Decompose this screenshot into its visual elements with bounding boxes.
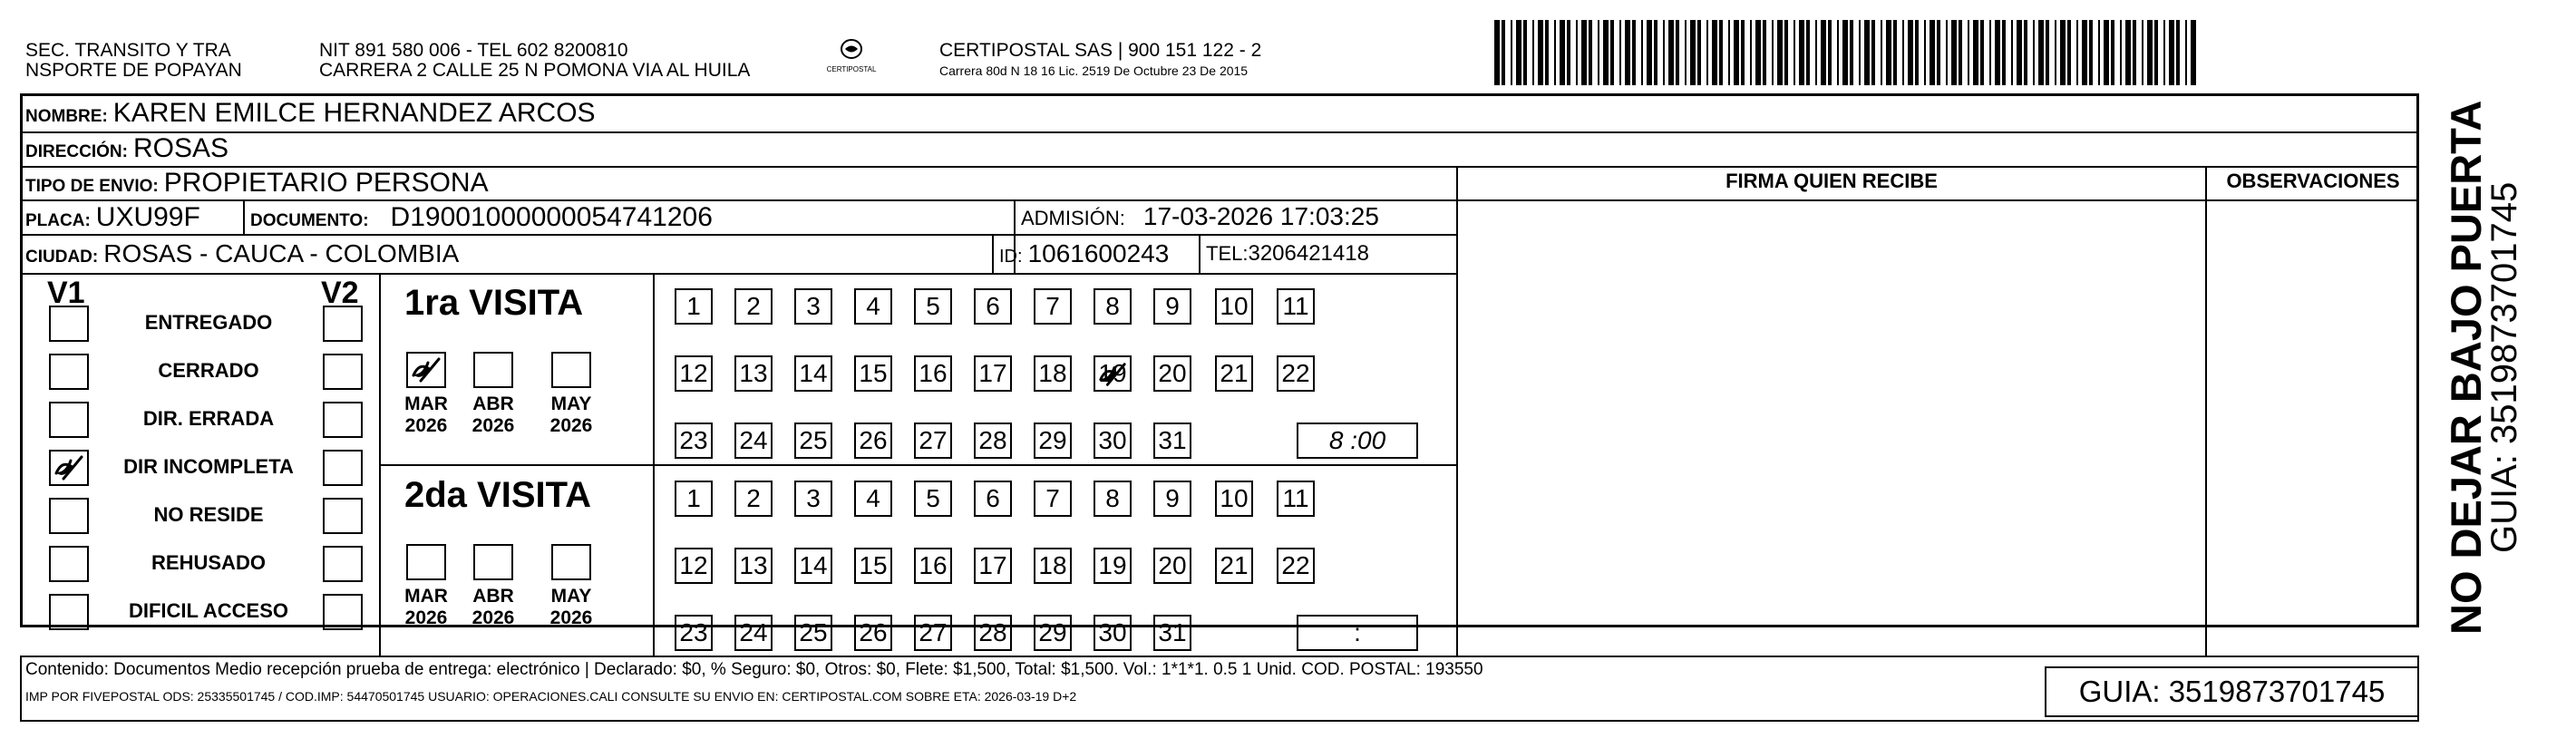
day-number: 11 xyxy=(1282,484,1309,512)
tel-row xyxy=(1206,241,1369,267)
v1-checkbox[interactable] xyxy=(49,594,89,630)
day-number: 18 xyxy=(1038,551,1067,579)
v2-checkbox[interactable] xyxy=(323,498,363,534)
side-guia: GUIA: 3519873701745 xyxy=(2484,181,2524,553)
day-box[interactable] xyxy=(734,288,773,325)
day-number: 25 xyxy=(799,618,828,646)
day-box[interactable] xyxy=(675,481,713,517)
certipostal-logo xyxy=(823,34,880,80)
v2-checkbox[interactable] xyxy=(323,402,363,438)
address-line: CARRERA 2 CALLE 25 N POMONA VIA AL HUILA xyxy=(319,60,751,81)
day-box[interactable] xyxy=(675,548,713,584)
day-number: 14 xyxy=(799,551,828,579)
day-number: 15 xyxy=(859,359,888,387)
day-box[interactable] xyxy=(1153,481,1191,517)
day-number: 1 xyxy=(686,484,701,512)
day-box[interactable] xyxy=(794,548,832,584)
documento-label: DOCUMENTO: xyxy=(250,211,369,230)
status-label: DIFICIL ACCESO xyxy=(128,599,288,622)
day-box[interactable] xyxy=(914,548,952,584)
day-box[interactable] xyxy=(1215,548,1253,584)
day-box[interactable] xyxy=(914,355,952,392)
year-label: 2026 xyxy=(549,607,593,628)
day-number: 27 xyxy=(919,426,948,454)
v1-checkbox[interactable] xyxy=(49,450,89,486)
month-checkbox[interactable] xyxy=(473,352,513,388)
v2-header: V2 xyxy=(321,276,359,310)
day-box[interactable] xyxy=(854,355,892,392)
v1-checkbox[interactable] xyxy=(49,402,89,438)
barcode-bars xyxy=(1494,20,2202,85)
day-number: 29 xyxy=(1038,618,1067,646)
year-label: 2026 xyxy=(471,607,515,628)
day-box[interactable] xyxy=(914,615,952,651)
day-number: 25 xyxy=(799,426,828,454)
month-checkbox[interactable] xyxy=(406,352,446,388)
day-box[interactable] xyxy=(794,615,832,651)
time-value: : xyxy=(1354,618,1361,646)
v1-checkbox[interactable] xyxy=(49,306,89,342)
day-number: 17 xyxy=(978,551,1007,579)
day-box[interactable] xyxy=(974,548,1012,584)
day-number: 24 xyxy=(739,618,768,646)
nombre-label: NOMBRE: xyxy=(25,107,108,126)
day-box[interactable] xyxy=(1215,288,1253,325)
day-box[interactable] xyxy=(734,615,773,651)
day-box[interactable] xyxy=(1094,548,1132,584)
day-box[interactable] xyxy=(914,423,952,459)
day-box[interactable] xyxy=(1277,288,1315,325)
month-label: MAR xyxy=(404,586,448,607)
day-number: 15 xyxy=(859,551,888,579)
day-number: 16 xyxy=(919,359,948,387)
time-field[interactable] xyxy=(1297,423,1418,459)
agency-name-line1: SEC. TRANSITO Y TRA xyxy=(25,40,231,61)
v2-checkbox[interactable] xyxy=(323,594,363,630)
day-box[interactable] xyxy=(1094,355,1132,392)
day-number: 17 xyxy=(978,359,1007,387)
nombre-row xyxy=(25,98,596,129)
col-divider xyxy=(2205,166,2207,656)
day-box[interactable] xyxy=(1215,481,1253,517)
admision-row xyxy=(1021,202,1379,231)
month-checkbox[interactable] xyxy=(406,544,446,580)
day-box[interactable] xyxy=(1034,615,1072,651)
day-box[interactable] xyxy=(734,355,773,392)
nit-line: NIT 891 580 006 - TEL 602 8200810 xyxy=(319,40,628,61)
day-number: 4 xyxy=(866,484,880,512)
year-label: 2026 xyxy=(404,607,448,628)
day-number: 12 xyxy=(679,359,708,387)
handwritten-check-icon xyxy=(1095,359,1130,390)
day-number: 31 xyxy=(1158,618,1187,646)
day-number: 3 xyxy=(806,292,821,320)
day-number: 21 xyxy=(1220,359,1249,387)
day-box[interactable] xyxy=(675,423,713,459)
day-number: 2 xyxy=(746,292,761,320)
documento-value: D19001000000054741206 xyxy=(390,202,713,232)
day-box[interactable] xyxy=(734,423,773,459)
id-row xyxy=(999,239,1169,268)
day-number: 6 xyxy=(986,484,1000,512)
v1-checkbox[interactable] xyxy=(49,354,89,390)
day-number: 19 xyxy=(1098,359,1127,387)
footer-line2: IMP POR FIVEPOSTAL ODS: 25335501745 / COD.IMP: 54470501745 USUARIO: OPERACIONES.CALI CONSULTE SU ENVIO EN: CERTIPOSTAL.COM SOBRE ETA: 2026-03-19 D+2 xyxy=(25,689,1077,704)
day-box[interactable] xyxy=(854,288,892,325)
col-divider xyxy=(992,234,994,274)
day-box[interactable] xyxy=(734,548,773,584)
day-box[interactable] xyxy=(854,423,892,459)
day-box[interactable] xyxy=(794,423,832,459)
day-number: 11 xyxy=(1282,292,1309,320)
status-label: DIR. ERRADA xyxy=(142,407,275,430)
visit-title: 1ra VISITA xyxy=(404,283,584,323)
row-divider xyxy=(1456,199,2419,201)
day-box[interactable] xyxy=(854,548,892,584)
status-label: REHUSADO xyxy=(151,551,266,574)
month-checkbox[interactable] xyxy=(551,544,591,580)
admision-label: ADMISIÓN: xyxy=(1021,207,1125,229)
day-box[interactable] xyxy=(734,481,773,517)
company-line: CERTIPOSTAL SAS | 900 151 122 - 2 xyxy=(939,40,1262,61)
day-box[interactable] xyxy=(914,481,952,517)
license-line: Carrera 80d N 18 16 Lic. 2519 De Octubre 23 De 2015 xyxy=(939,63,1249,78)
day-number: 22 xyxy=(1281,551,1310,579)
footer-frame xyxy=(20,656,2419,722)
day-box[interactable] xyxy=(1153,615,1191,651)
day-box[interactable] xyxy=(794,481,832,517)
day-number: 6 xyxy=(986,292,1000,320)
day-box[interactable] xyxy=(974,615,1012,651)
day-box[interactable] xyxy=(675,288,713,325)
day-box[interactable] xyxy=(1277,548,1315,584)
day-box[interactable] xyxy=(1034,423,1072,459)
year-label: 2026 xyxy=(471,415,515,436)
handwritten-check-icon xyxy=(408,354,444,386)
admision-value: 17-03-2026 17:03:25 xyxy=(1142,202,1379,230)
day-box[interactable] xyxy=(974,355,1012,392)
id-label: ID: xyxy=(999,247,1023,267)
status-label: CERRADO xyxy=(158,359,259,382)
day-number: 9 xyxy=(1165,292,1180,320)
ciudad-row xyxy=(25,239,459,268)
day-box[interactable] xyxy=(1094,481,1132,517)
day-number: 29 xyxy=(1038,426,1067,454)
month-label: ABR xyxy=(472,586,514,607)
day-box[interactable] xyxy=(794,288,832,325)
day-number: 20 xyxy=(1158,359,1187,387)
day-box[interactable] xyxy=(1153,423,1191,459)
day-number: 3 xyxy=(806,484,821,512)
day-number: 5 xyxy=(926,292,940,320)
footer-line1: Contenido: Documentos Medio recepción prueba de entrega: electrónico | Declarado: $0, % Seguro: $0, Otros: $0, Flete: $1,500, Total: $1,500. Vol.: 1*1*1. 0.5 1 Unid. COD. POSTAL: 193550 xyxy=(25,660,1483,679)
day-box[interactable] xyxy=(1277,481,1315,517)
day-number: 23 xyxy=(679,426,708,454)
day-number: 5 xyxy=(926,484,940,512)
v2-checkbox[interactable] xyxy=(323,354,363,390)
placa-label: PLACA: xyxy=(25,211,91,230)
placa-value: UXU99F xyxy=(95,202,200,232)
day-box[interactable] xyxy=(1034,548,1072,584)
day-box[interactable] xyxy=(1034,355,1072,392)
visit-title: 2da VISITA xyxy=(404,475,591,515)
day-box[interactable] xyxy=(974,423,1012,459)
day-number: 30 xyxy=(1098,426,1127,454)
status-label: NO RESIDE xyxy=(153,503,264,526)
day-number: 7 xyxy=(1045,484,1060,512)
ciudad-value: ROSAS - CAUCA - COLOMBIA xyxy=(103,239,460,267)
status-label: DIR INCOMPLETA xyxy=(123,455,294,478)
time-value: 8 :00 xyxy=(1328,426,1386,454)
row-divider xyxy=(20,234,1458,236)
id-value: 1061600243 xyxy=(1027,239,1170,267)
day-number: 8 xyxy=(1105,292,1120,320)
documento-row xyxy=(250,202,713,233)
month-checkbox[interactable] xyxy=(473,544,513,580)
day-number: 30 xyxy=(1098,618,1127,646)
col-divider xyxy=(1456,166,1458,656)
footer-guia: GUIA: 3519873701745 xyxy=(2078,675,2386,708)
day-number: 14 xyxy=(799,359,828,387)
year-label: 2026 xyxy=(549,415,593,436)
day-number: 9 xyxy=(1165,484,1180,512)
day-number: 26 xyxy=(859,618,888,646)
status-label: ENTREGADO xyxy=(144,311,273,334)
day-box[interactable] xyxy=(1094,615,1132,651)
day-box[interactable] xyxy=(1153,355,1191,392)
day-box[interactable] xyxy=(675,615,713,651)
col-divider xyxy=(243,199,245,234)
month-label: MAR xyxy=(404,393,448,414)
day-number: 24 xyxy=(739,426,768,454)
firma-header: FIRMA QUIEN RECIBE xyxy=(1725,170,1938,192)
side-warning: NO DEJAR BAJO PUERTA xyxy=(2442,100,2490,635)
day-number: 31 xyxy=(1158,426,1187,454)
day-number: 19 xyxy=(1098,551,1127,579)
day-box[interactable] xyxy=(1153,548,1191,584)
tel-value: 3206421418 xyxy=(1248,241,1369,266)
row-divider xyxy=(20,199,1458,201)
day-number: 2 xyxy=(746,484,761,512)
v2-checkbox[interactable] xyxy=(323,450,363,486)
month-label: MAY xyxy=(550,586,592,607)
v1-checkbox[interactable] xyxy=(49,546,89,582)
day-number: 23 xyxy=(679,618,708,646)
day-box[interactable] xyxy=(1094,288,1132,325)
day-number: 16 xyxy=(919,551,948,579)
day-number: 28 xyxy=(978,426,1007,454)
day-number: 1 xyxy=(686,292,701,320)
ciudad-label: CIUDAD: xyxy=(25,248,99,267)
day-box[interactable] xyxy=(1034,481,1072,517)
day-box[interactable] xyxy=(675,355,713,392)
v2-checkbox[interactable] xyxy=(323,306,363,342)
day-number: 22 xyxy=(1281,359,1310,387)
row-divider xyxy=(20,131,2419,133)
placa-row xyxy=(25,202,200,233)
day-number: 10 xyxy=(1220,292,1249,320)
v1-header: V1 xyxy=(47,276,85,310)
direccion-row xyxy=(25,133,228,164)
day-number: 13 xyxy=(739,359,768,387)
day-box[interactable] xyxy=(914,288,952,325)
direccion-value: ROSAS xyxy=(132,133,228,163)
tel-label: TEL: xyxy=(1206,242,1249,265)
day-box[interactable] xyxy=(1034,288,1072,325)
v1-checkbox[interactable] xyxy=(49,498,89,534)
year-label: 2026 xyxy=(404,415,448,436)
col-divider xyxy=(1199,234,1201,274)
day-number: 26 xyxy=(859,426,888,454)
day-box[interactable] xyxy=(854,615,892,651)
month-label: MAY xyxy=(550,393,592,414)
day-number: 12 xyxy=(679,551,708,579)
day-box[interactable] xyxy=(1153,288,1191,325)
tipo-value: PROPIETARIO PERSONA xyxy=(163,168,489,198)
day-box[interactable] xyxy=(974,288,1012,325)
day-number: 18 xyxy=(1038,359,1067,387)
day-box[interactable] xyxy=(794,355,832,392)
day-number: 8 xyxy=(1105,484,1120,512)
day-box[interactable] xyxy=(974,481,1012,517)
day-number: 10 xyxy=(1220,484,1249,512)
day-number: 4 xyxy=(866,292,880,320)
day-number: 28 xyxy=(978,618,1007,646)
observaciones-header: OBSERVACIONES xyxy=(2226,170,2400,192)
row-divider xyxy=(20,273,1458,275)
day-box[interactable] xyxy=(1277,355,1315,392)
day-box[interactable] xyxy=(854,481,892,517)
row-divider xyxy=(379,464,1458,466)
nombre-value: KAREN EMILCE HERNANDEZ ARCOS xyxy=(112,98,596,128)
day-number: 27 xyxy=(919,618,948,646)
day-number: 13 xyxy=(739,551,768,579)
tipo-row xyxy=(25,168,489,199)
logo-text: CERTIPOSTAL xyxy=(826,65,877,73)
direccion-label: DIRECCIÓN: xyxy=(25,142,128,161)
day-number: 21 xyxy=(1220,551,1249,579)
tipo-label: TIPO DE ENVIO: xyxy=(25,177,159,196)
month-checkbox[interactable] xyxy=(551,352,591,388)
day-box[interactable] xyxy=(1094,423,1132,459)
day-number: 20 xyxy=(1158,551,1187,579)
day-box[interactable] xyxy=(1215,355,1253,392)
time-field[interactable] xyxy=(1297,615,1418,651)
day-number: 7 xyxy=(1045,292,1060,320)
handwritten-check-icon xyxy=(51,452,87,484)
v2-checkbox[interactable] xyxy=(323,546,363,582)
month-label: ABR xyxy=(472,393,514,414)
agency-name-line2: NSPORTE DE POPAYAN xyxy=(25,60,242,81)
barcode xyxy=(1494,20,2202,85)
